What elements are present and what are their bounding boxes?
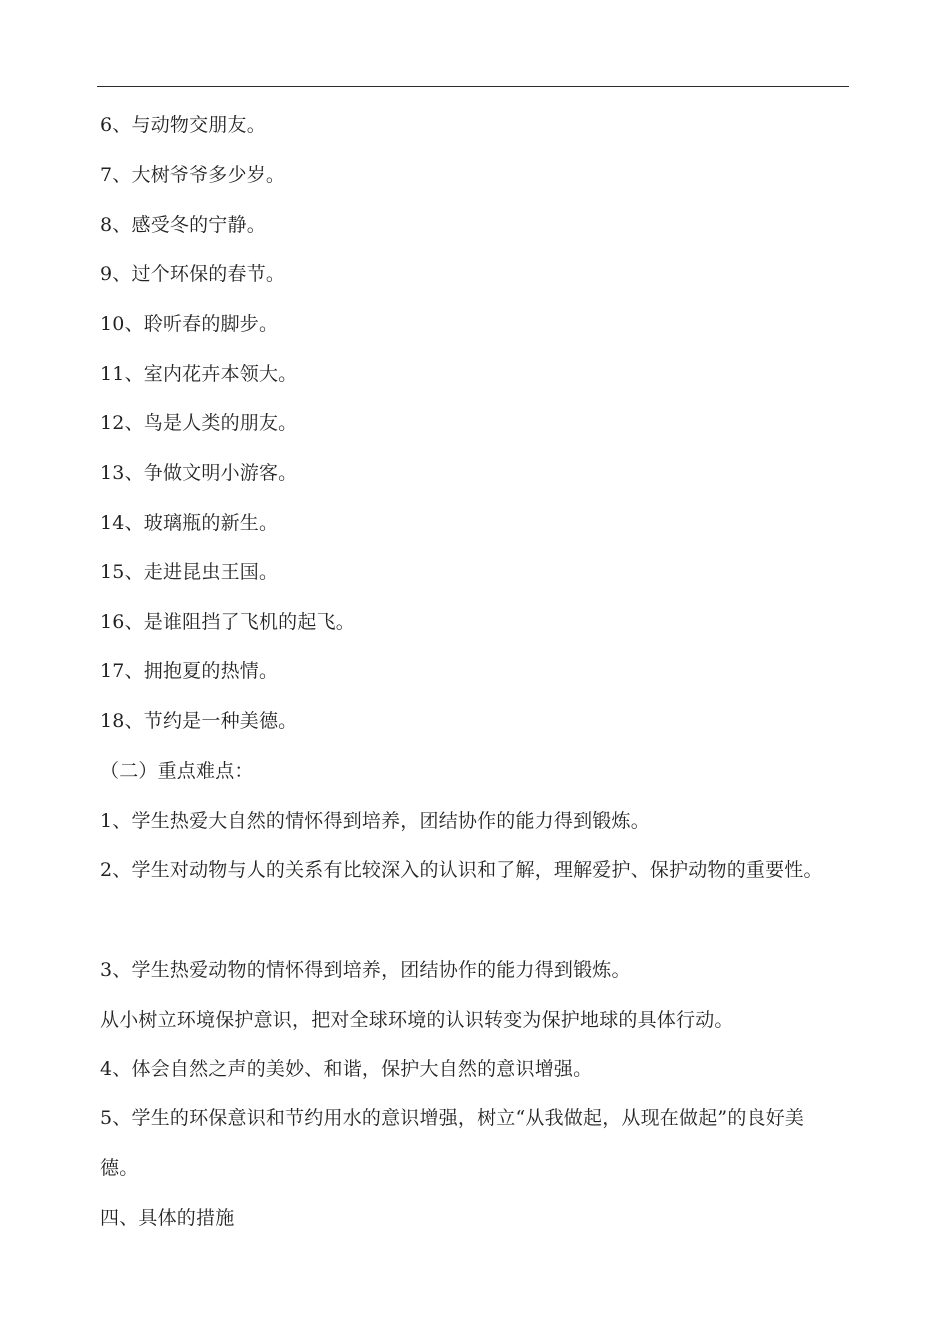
next-section-heading: 四、具体的措施 bbox=[100, 1207, 235, 1229]
list-item: 15、走进昆虫王国。 bbox=[100, 561, 279, 583]
list-item: 6、与动物交朋友。 bbox=[100, 114, 266, 136]
point-4: 4、体会自然之声的美妙、和谐，保护大自然的意识增强。 bbox=[100, 1058, 593, 1080]
point-2: 2、学生对动物与人的关系有比较深入的认识和了解，理解爱护、保护动物的重要性。 bbox=[100, 859, 823, 881]
list-item: 17、拥抱夏的热情。 bbox=[100, 660, 279, 682]
list-item: 8、感受冬的宁静。 bbox=[100, 214, 266, 236]
list-item: 18、节约是一种美德。 bbox=[100, 710, 298, 732]
list-item: 7、大树爷爷多少岁。 bbox=[100, 164, 286, 186]
list-item: 13、争做文明小游客。 bbox=[100, 462, 298, 484]
list-item: 14、玻璃瓶的新生。 bbox=[100, 512, 279, 534]
list-item: 10、聆听春的脚步。 bbox=[100, 313, 279, 335]
list-item: 11、室内花卉本领大。 bbox=[100, 363, 298, 385]
list-item: 16、是谁阻挡了飞机的起飞。 bbox=[100, 611, 355, 633]
section-heading: （二）重点难点： bbox=[100, 760, 254, 782]
point-1: 1、学生热爱大自然的情怀得到培养，团结协作的能力得到锻炼。 bbox=[100, 810, 650, 832]
list-item: 9、过个环保的春节。 bbox=[100, 263, 286, 285]
header-rule bbox=[97, 86, 849, 87]
point-3: 3、学生热爱动物的情怀得到培养，团结协作的能力得到锻炼。 bbox=[100, 959, 631, 981]
point-3-continuation: 从小树立环境保护意识，把对全球环境的认识转变为保护地球的具体行动。 bbox=[100, 1009, 734, 1031]
list-item: 12、鸟是人类的朋友。 bbox=[100, 412, 298, 434]
point-5: 5、学生的环保意识和节约用水的意识增强，树立“从我做起，从现在做起”的良好美德。 bbox=[100, 1107, 805, 1179]
